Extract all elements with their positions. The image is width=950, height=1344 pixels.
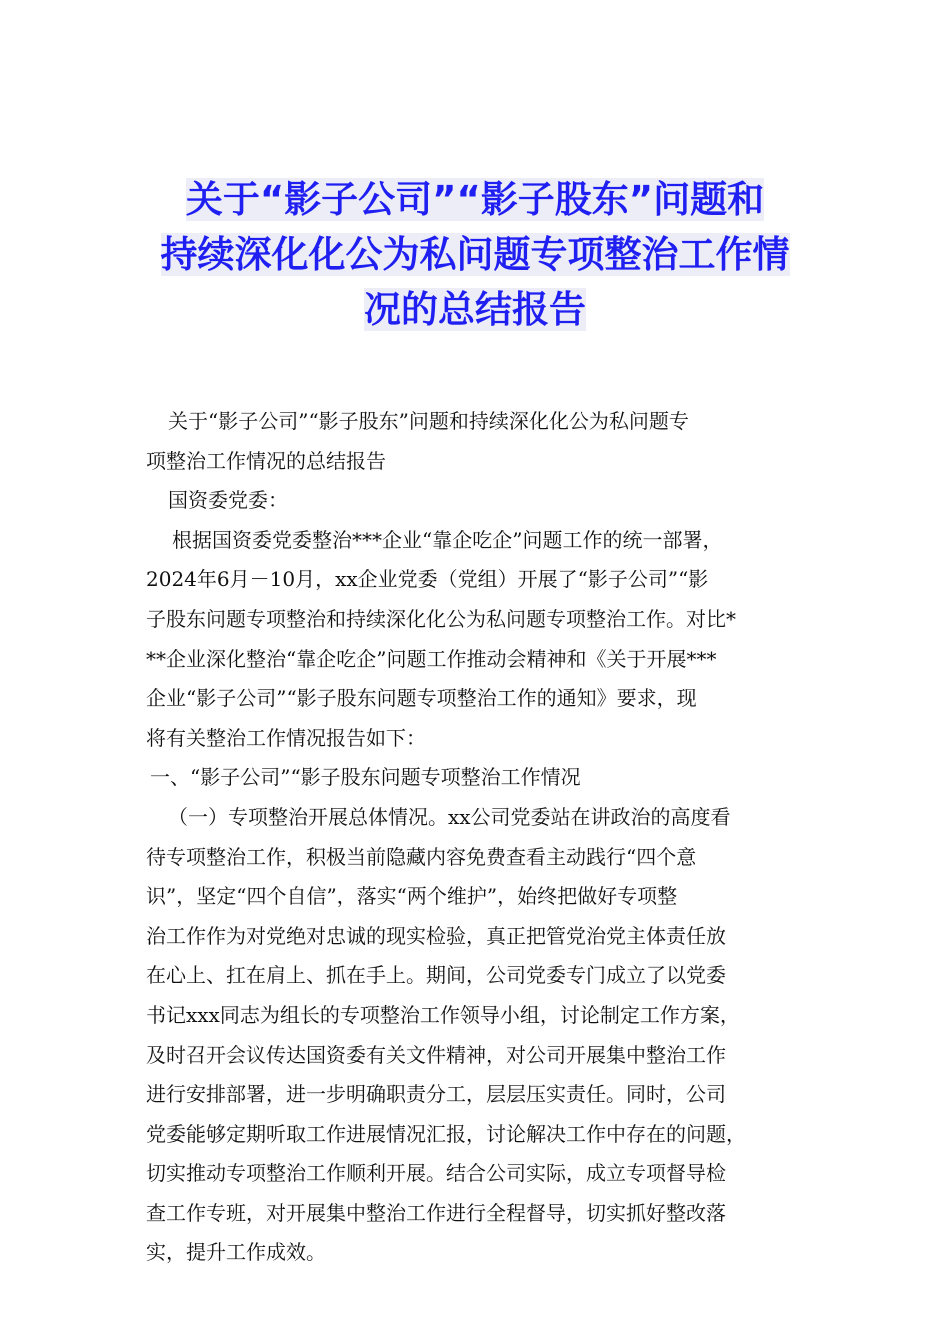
body-line: 企业“影子公司”“影子股东问题专项整治工作的通知》要求，现	[146, 686, 697, 711]
document-title	[120, 172, 830, 337]
body-line: 切实推动专项整治工作顺利开展。结合公司实际，成立专项督导检	[146, 1161, 726, 1186]
body-line: 2024年6月－10月，xx企业党委（党组）开展了“影子公司”“影	[146, 567, 709, 592]
body-line: **企业深化整治“靠企吃企”问题工作推动会精神和《关于开展***	[146, 646, 717, 671]
title-line	[120, 172, 830, 227]
body-line: 子股东问题专项整治和持续深化化公为私问题专项整治工作。对比*	[146, 606, 736, 631]
body-line: 在心上、扛在肩上、抓在手上。期间，公司党委专门成立了以党委	[146, 963, 726, 988]
body-line: 书记xxx同志为组长的专项整治工作领导小组，讨论制定工作方案，	[146, 1002, 740, 1027]
section-heading: 一、“影子公司”“影子股东问题专项整治工作情况	[150, 765, 581, 790]
salutation: 国资委党委：	[168, 488, 288, 513]
body-line: 实，提升工作成效。	[146, 1240, 326, 1265]
body-line: 关于“影子公司”“影子股东”问题和持续深化化公为私问题专	[168, 409, 689, 433]
title-line-text: 关于“影子公司”“影子股东”问题和	[185, 178, 765, 221]
body-line: 识”，坚定“四个自信”，落实“两个维护”，始终把做好专项整	[146, 884, 678, 909]
body-line: 及时召开会议传达国资委有关文件精神，对公司开展集中整治工作	[146, 1042, 726, 1067]
body-line: 进行安排部署，进一步明确职责分工，层层压实责任。同时，公司	[146, 1082, 726, 1107]
body-line: 查工作专班，对开展集中整治工作进行全程督导，切实抓好整改落	[146, 1200, 726, 1225]
title-line	[120, 227, 830, 282]
title-line	[120, 282, 830, 337]
body-line: 治工作作为对党绝对忠诚的现实检验，真正把管党治党主体责任放	[146, 923, 726, 948]
body-line: （一）专项整治开展总体情况。xx公司党委站在讲政治的高度看	[168, 804, 731, 829]
document-body	[146, 402, 812, 1273]
title-line-text: 持续深化化公为私问题专项整治工作情	[160, 233, 790, 276]
body-line: 党委能够定期听取工作进展情况汇报，讨论解决工作中存在的问题，	[146, 1121, 746, 1146]
body-line: 待专项整治工作，积极当前隐藏内容免费查看主动践行“四个意	[146, 844, 697, 869]
title-line-text: 况的总结报告	[364, 288, 586, 331]
body-line: 根据国资委党委整治***企业“靠企吃企”问题工作的统一部署，	[172, 527, 723, 552]
body-line: 将有关整治工作情况报告如下：	[146, 725, 426, 750]
body-line: 项整治工作情况的总结报告	[146, 448, 386, 473]
